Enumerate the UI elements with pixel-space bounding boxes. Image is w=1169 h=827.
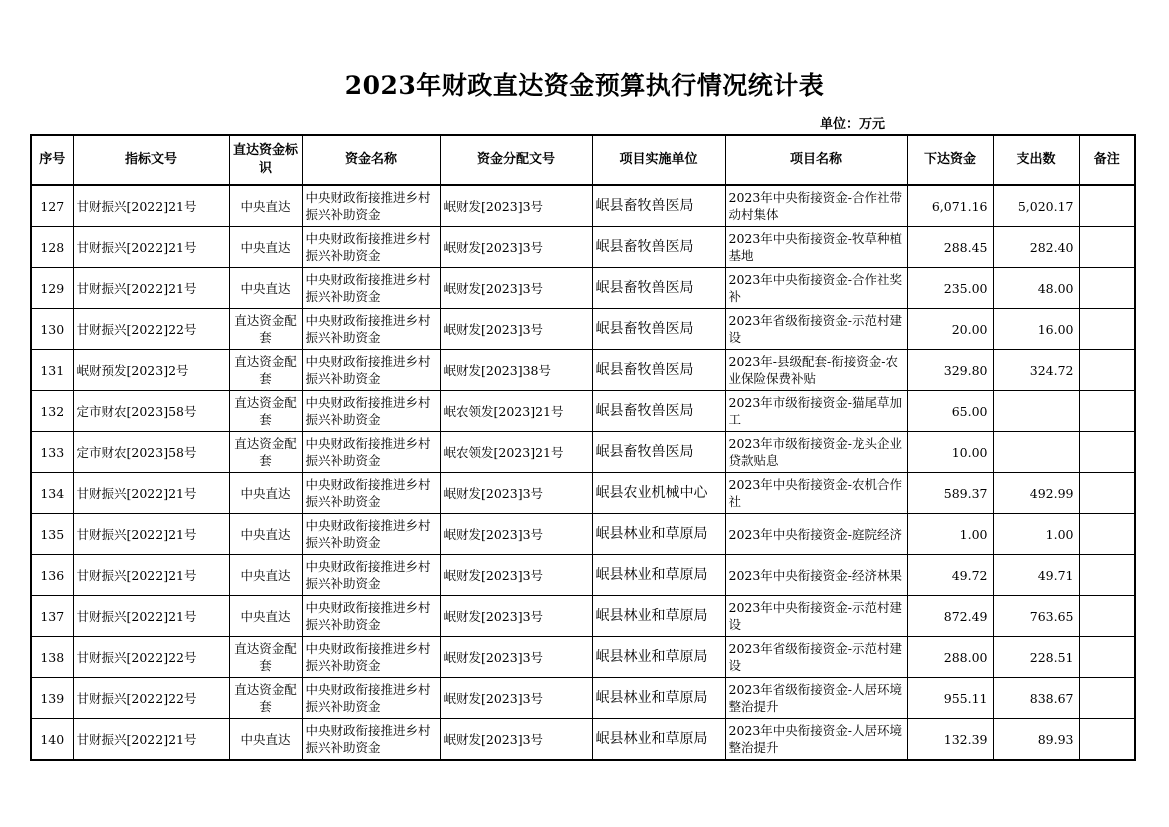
cell-seq: 131 [31, 350, 73, 391]
cell-doc: 甘财振兴[2022]22号 [73, 678, 229, 719]
cell-flag: 中央直达 [229, 268, 302, 309]
cell-note [1079, 268, 1135, 309]
cell-note [1079, 309, 1135, 350]
table-row [31, 719, 1135, 761]
cell-alloc: 岷财发[2023]3号 [440, 719, 592, 761]
cell-issued: 132.39 [907, 719, 993, 761]
cell-alloc: 岷财发[2023]3号 [440, 514, 592, 555]
cell-spent: 324.72 [993, 350, 1079, 391]
cell-note [1079, 350, 1135, 391]
table-row [31, 678, 1135, 719]
cell-unit: 岷县农业机械中心 [592, 473, 725, 514]
cell-doc: 甘财振兴[2022]21号 [73, 227, 229, 268]
cell-alloc: 岷财发[2023]38号 [440, 350, 592, 391]
header-doc: 指标文号 [73, 135, 229, 185]
cell-spent: 838.67 [993, 678, 1079, 719]
header-note: 备注 [1079, 135, 1135, 185]
cell-doc: 甘财振兴[2022]21号 [73, 555, 229, 596]
cell-flag: 直达资金配套 [229, 432, 302, 473]
header-project: 项目名称 [725, 135, 907, 185]
cell-issued: 20.00 [907, 309, 993, 350]
cell-project: 2023年市级衔接资金-龙头企业贷款贴息 [725, 432, 907, 473]
cell-seq: 138 [31, 637, 73, 678]
cell-flag: 中央直达 [229, 227, 302, 268]
page-title: 2023年财政直达资金预算执行情况统计表 [344, 71, 825, 100]
cell-flag: 直达资金配套 [229, 678, 302, 719]
cell-flag: 中央直达 [229, 555, 302, 596]
cell-flag: 直达资金配套 [229, 637, 302, 678]
cell-seq: 136 [31, 555, 73, 596]
cell-seq: 127 [31, 185, 73, 227]
cell-note [1079, 473, 1135, 514]
table-row [31, 473, 1135, 514]
budget-table [30, 134, 1136, 761]
cell-alloc: 岷财发[2023]3号 [440, 637, 592, 678]
cell-unit: 岷县畜牧兽医局 [592, 391, 725, 432]
cell-flag: 中央直达 [229, 514, 302, 555]
cell-alloc: 岷财发[2023]3号 [440, 268, 592, 309]
cell-alloc: 岷财发[2023]3号 [440, 678, 592, 719]
cell-doc: 定市财农[2023]58号 [73, 391, 229, 432]
table-row [31, 432, 1135, 473]
cell-doc: 定市财农[2023]58号 [73, 432, 229, 473]
cell-project: 2023年省级衔接资金-示范村建设 [725, 309, 907, 350]
cell-spent: 763.65 [993, 596, 1079, 637]
cell-seq: 128 [31, 227, 73, 268]
cell-unit: 岷县林业和草原局 [592, 596, 725, 637]
cell-flag: 直达资金配套 [229, 309, 302, 350]
cell-issued: 872.49 [907, 596, 993, 637]
cell-issued: 65.00 [907, 391, 993, 432]
cell-seq: 132 [31, 391, 73, 432]
cell-alloc: 岷财发[2023]3号 [440, 473, 592, 514]
cell-project: 2023年省级衔接资金-示范村建设 [725, 637, 907, 678]
cell-note [1079, 555, 1135, 596]
cell-issued: 288.45 [907, 227, 993, 268]
cell-unit: 岷县林业和草原局 [592, 637, 725, 678]
cell-spent: 89.93 [993, 719, 1079, 761]
cell-seq: 129 [31, 268, 73, 309]
cell-doc: 甘财振兴[2022]22号 [73, 637, 229, 678]
cell-seq: 135 [31, 514, 73, 555]
cell-flag: 中央直达 [229, 185, 302, 227]
cell-spent [993, 432, 1079, 473]
cell-spent: 282.40 [993, 227, 1079, 268]
cell-project: 2023年中央衔接资金-合作社奖补 [725, 268, 907, 309]
cell-note [1079, 185, 1135, 227]
header-spent: 支出数 [993, 135, 1079, 185]
cell-alloc: 岷财发[2023]3号 [440, 596, 592, 637]
cell-doc: 甘财振兴[2022]21号 [73, 473, 229, 514]
cell-fund: 中央财政衔接推进乡村振兴补助资金 [302, 432, 440, 473]
cell-seq: 130 [31, 309, 73, 350]
table-row [31, 637, 1135, 678]
cell-issued: 1.00 [907, 514, 993, 555]
cell-fund: 中央财政衔接推进乡村振兴补助资金 [302, 391, 440, 432]
cell-seq: 139 [31, 678, 73, 719]
cell-project: 2023年中央衔接资金-牧草种植基地 [725, 227, 907, 268]
cell-issued: 6,071.16 [907, 185, 993, 227]
table-row [31, 391, 1135, 432]
cell-unit: 岷县林业和草原局 [592, 555, 725, 596]
header-issued: 下达资金 [907, 135, 993, 185]
cell-doc: 甘财振兴[2022]21号 [73, 185, 229, 227]
cell-unit: 岷县林业和草原局 [592, 678, 725, 719]
cell-issued: 288.00 [907, 637, 993, 678]
cell-unit: 岷县畜牧兽医局 [592, 309, 725, 350]
cell-fund: 中央财政衔接推进乡村振兴补助资金 [302, 309, 440, 350]
table-row [31, 227, 1135, 268]
cell-doc: 岷财预发[2023]2号 [73, 350, 229, 391]
cell-unit: 岷县林业和草原局 [592, 719, 725, 761]
cell-note [1079, 227, 1135, 268]
cell-spent: 16.00 [993, 309, 1079, 350]
cell-seq: 140 [31, 719, 73, 761]
cell-alloc: 岷财发[2023]3号 [440, 309, 592, 350]
table-body [31, 185, 1135, 760]
cell-note [1079, 596, 1135, 637]
table-row [31, 514, 1135, 555]
cell-flag: 直达资金配套 [229, 391, 302, 432]
cell-flag: 中央直达 [229, 473, 302, 514]
cell-project: 2023年市级衔接资金-猫尾草加工 [725, 391, 907, 432]
cell-unit: 岷县畜牧兽医局 [592, 350, 725, 391]
cell-doc: 甘财振兴[2022]21号 [73, 514, 229, 555]
cell-unit: 岷县林业和草原局 [592, 514, 725, 555]
cell-fund: 中央财政衔接推进乡村振兴补助资金 [302, 227, 440, 268]
cell-project: 2023年中央衔接资金-示范村建设 [725, 596, 907, 637]
header-unit: 项目实施单位 [592, 135, 725, 185]
cell-project: 2023年中央衔接资金-合作社带动村集体 [725, 185, 907, 227]
cell-issued: 589.37 [907, 473, 993, 514]
cell-spent [993, 391, 1079, 432]
cell-alloc: 岷财发[2023]3号 [440, 555, 592, 596]
cell-spent: 1.00 [993, 514, 1079, 555]
cell-seq: 134 [31, 473, 73, 514]
cell-issued: 49.72 [907, 555, 993, 596]
cell-issued: 329.80 [907, 350, 993, 391]
cell-alloc: 岷农领发[2023]21号 [440, 391, 592, 432]
cell-note [1079, 432, 1135, 473]
table-row [31, 596, 1135, 637]
cell-fund: 中央财政衔接推进乡村振兴补助资金 [302, 719, 440, 761]
cell-fund: 中央财政衔接推进乡村振兴补助资金 [302, 185, 440, 227]
cell-seq: 133 [31, 432, 73, 473]
table-row [31, 268, 1135, 309]
cell-note [1079, 678, 1135, 719]
cell-fund: 中央财政衔接推进乡村振兴补助资金 [302, 555, 440, 596]
header-seq: 序号 [31, 135, 73, 185]
cell-alloc: 岷农领发[2023]21号 [440, 432, 592, 473]
cell-note [1079, 391, 1135, 432]
cell-spent: 48.00 [993, 268, 1079, 309]
cell-fund: 中央财政衔接推进乡村振兴补助资金 [302, 637, 440, 678]
cell-doc: 甘财振兴[2022]21号 [73, 596, 229, 637]
table-row [31, 555, 1135, 596]
cell-flag: 中央直达 [229, 596, 302, 637]
cell-spent: 228.51 [993, 637, 1079, 678]
cell-note [1079, 514, 1135, 555]
cell-flag: 中央直达 [229, 719, 302, 761]
cell-doc: 甘财振兴[2022]21号 [73, 268, 229, 309]
cell-doc: 甘财振兴[2022]22号 [73, 309, 229, 350]
cell-project: 2023年中央衔接资金-庭院经济 [725, 514, 907, 555]
cell-note [1079, 719, 1135, 761]
table-row [31, 185, 1135, 227]
cell-fund: 中央财政衔接推进乡村振兴补助资金 [302, 473, 440, 514]
cell-flag: 直达资金配套 [229, 350, 302, 391]
cell-spent: 492.99 [993, 473, 1079, 514]
cell-unit: 岷县畜牧兽医局 [592, 268, 725, 309]
cell-fund: 中央财政衔接推进乡村振兴补助资金 [302, 268, 440, 309]
header-row [31, 135, 1135, 185]
cell-project: 2023年中央衔接资金-农机合作社 [725, 473, 907, 514]
table-row [31, 350, 1135, 391]
cell-doc: 甘财振兴[2022]21号 [73, 719, 229, 761]
cell-project: 2023年中央衔接资金-经济林果 [725, 555, 907, 596]
header-alloc: 资金分配文号 [440, 135, 592, 185]
cell-unit: 岷县畜牧兽医局 [592, 227, 725, 268]
cell-project: 2023年省级衔接资金-人居环境整治提升 [725, 678, 907, 719]
cell-spent: 5,020.17 [993, 185, 1079, 227]
cell-spent: 49.71 [993, 555, 1079, 596]
header-fund: 资金名称 [302, 135, 440, 185]
cell-seq: 137 [31, 596, 73, 637]
cell-unit: 岷县畜牧兽医局 [592, 185, 725, 227]
cell-fund: 中央财政衔接推进乡村振兴补助资金 [302, 678, 440, 719]
cell-issued: 235.00 [907, 268, 993, 309]
cell-fund: 中央财政衔接推进乡村振兴补助资金 [302, 350, 440, 391]
table-row [31, 309, 1135, 350]
unit-label: 单位：万元 [820, 117, 886, 132]
cell-unit: 岷县畜牧兽医局 [592, 432, 725, 473]
cell-project: 2023年-县级配套-衔接资金-农业保险保费补贴 [725, 350, 907, 391]
cell-project: 2023年中央衔接资金-人居环境整治提升 [725, 719, 907, 761]
header-flag: 直达资金标识 [229, 135, 302, 185]
cell-alloc: 岷财发[2023]3号 [440, 185, 592, 227]
cell-issued: 955.11 [907, 678, 993, 719]
cell-issued: 10.00 [907, 432, 993, 473]
cell-note [1079, 637, 1135, 678]
cell-fund: 中央财政衔接推进乡村振兴补助资金 [302, 596, 440, 637]
cell-fund: 中央财政衔接推进乡村振兴补助资金 [302, 514, 440, 555]
cell-alloc: 岷财发[2023]3号 [440, 227, 592, 268]
